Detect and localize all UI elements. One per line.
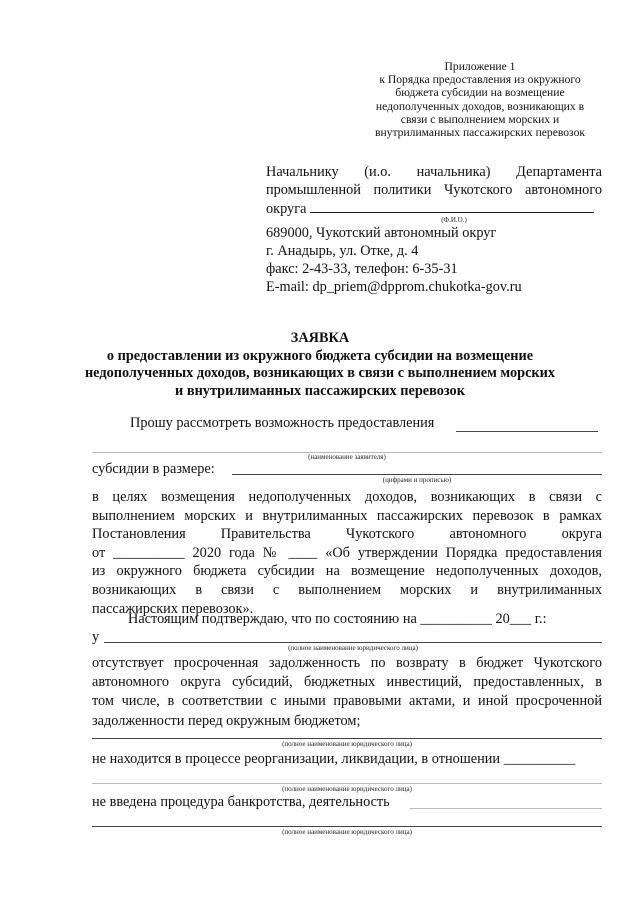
document-title bbox=[80, 330, 560, 400]
applicant-field-end[interactable] bbox=[456, 431, 598, 432]
legal-entity-caption-4: (полное наименование юридического лица) bbox=[282, 828, 412, 836]
annex-line: к Порядка предоставления из окружного bbox=[379, 73, 581, 87]
purpose-line: из окружного бюджета субсидии на возмещение недополученных доходов, bbox=[92, 563, 602, 580]
annex-header bbox=[355, 60, 605, 139]
legal-entity-caption: (полное наименование юридического лица) bbox=[288, 644, 418, 652]
legal-entity-field-2[interactable] bbox=[92, 738, 602, 739]
purpose-paragraph bbox=[92, 488, 602, 618]
phone-line: факс: 2-43-33, телефон: 6-35-31 bbox=[266, 261, 458, 277]
addressee-block bbox=[266, 163, 602, 296]
bankruptcy-text: не введена процедура банкротства, деятельность bbox=[92, 794, 390, 810]
fio-caption: (Ф.И.О.) bbox=[441, 216, 467, 224]
addressee-line: Начальнику (и.о. начальника) Департамента bbox=[266, 164, 602, 180]
purpose-line: в целях возмещения недополученных доходов, возникающих в связи с bbox=[92, 489, 602, 505]
legal-entity-caption-3: (полное наименование юридического лица) bbox=[282, 785, 412, 793]
title-line: и внутрилиманных пассажирских перевозок bbox=[175, 382, 465, 399]
reorg-text: не находится в процессе реорганизации, ликвидации, в отношении __________ bbox=[92, 751, 576, 767]
purpose-line: возникающих в связи с выполнением морских и внутрилиманных bbox=[92, 581, 602, 598]
amount-caption: (цифрами и прописью) bbox=[382, 476, 452, 484]
annex-line: внутрилиманных пассажирских перевозок bbox=[374, 126, 586, 140]
confirm-text: Настоящим подтверждаю, что по состоянию на __________ 20___ г.: bbox=[128, 611, 547, 627]
debt-line: том числе, в соответствии с иными правовыми актами, и иной просроченной bbox=[92, 693, 602, 710]
address-line: г. Анадырь, ул. Отке, д. 4 bbox=[266, 243, 419, 259]
annex-line: недополученных доходов, возникающих в bbox=[375, 99, 585, 113]
purpose-line: пассажирских перевозок». bbox=[92, 600, 254, 617]
addressee-line: округа bbox=[266, 201, 307, 217]
addressee-line: промышленной политики Чукотского автономного bbox=[266, 182, 602, 198]
legal-entity-field[interactable] bbox=[104, 642, 602, 643]
annex-line: связи с выполнением морских и bbox=[400, 112, 560, 126]
subsidy-amount-label: субсидии в размере: bbox=[92, 461, 215, 477]
debt-line: автономного округа субсидий, бюджетных инвестиций, предоставленных, в bbox=[92, 674, 602, 691]
activity-field[interactable] bbox=[410, 808, 602, 809]
annex-line: Приложение 1 bbox=[444, 60, 516, 73]
legal-entity-field-3[interactable] bbox=[92, 783, 602, 784]
title-main: ЗАЯВКА bbox=[290, 330, 350, 346]
email-line: E-mail: dp_priem@dpprom.chukotka-gov.ru bbox=[266, 279, 522, 295]
request-text: Прошу рассмотреть возможность предоставления bbox=[130, 415, 435, 431]
legal-entity-caption-2: (полное наименование юридического лица) bbox=[282, 740, 412, 748]
legal-entity-field-4[interactable] bbox=[92, 826, 602, 827]
debt-line: задолженности перед окружным бюджетом; bbox=[92, 712, 361, 729]
fio-field[interactable] bbox=[310, 199, 594, 213]
address-line: 689000, Чукотский автономный округ bbox=[266, 225, 497, 241]
addressee-fio-row bbox=[266, 199, 602, 218]
applicant-caption: (наименование заявителя) bbox=[308, 453, 386, 461]
purpose-line: Постановления Правительства Чукотского автономного округа bbox=[92, 526, 602, 543]
title-line: недополученных доходов, возникающих в связи с выполнением морских bbox=[84, 365, 556, 381]
annex-line: бюджета субсидии на возмещение bbox=[395, 86, 565, 100]
title-line: о предоставлении из окружного бюджета субсидии на возмещение bbox=[106, 347, 534, 364]
debt-paragraph bbox=[92, 654, 602, 731]
amount-field[interactable] bbox=[232, 474, 602, 475]
debt-line: отсутствует просроченная задолженность по возврату в бюджет Чукотского bbox=[92, 655, 602, 671]
u-label: у bbox=[92, 629, 100, 645]
purpose-line: от __________ 2020 года № ____ «Об утверждении Порядка предоставления bbox=[92, 544, 602, 561]
purpose-line: выполнением морских и внутрилиманных пассажирских перевозок в рамках bbox=[92, 507, 602, 524]
